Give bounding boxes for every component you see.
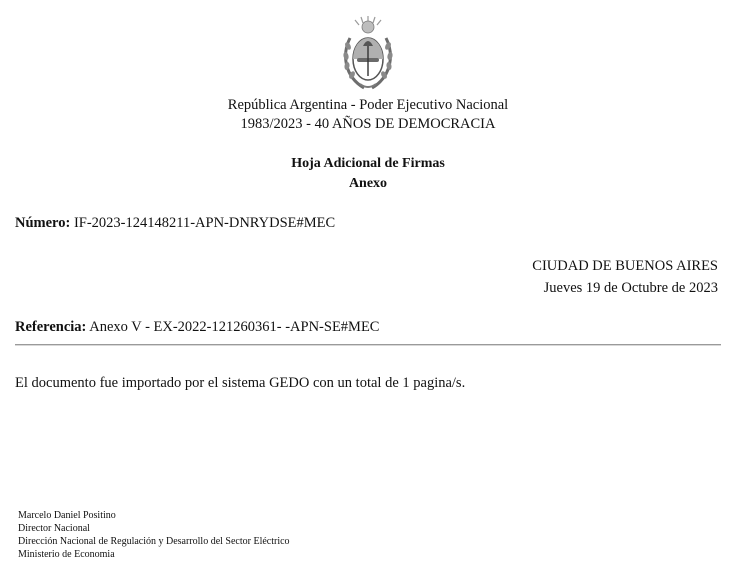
numero-value: IF-2023-124148211-APN-DNRYDSE#MEC [73,215,336,231]
signer-ministry: Ministerio de Economia [18,549,115,560]
date-text: Jueves 19 de Octubre de 2023 [543,280,718,296]
body-text: El documento fue importado por el sistema GEDO con un total de 1 pagina/s. [15,375,466,391]
signer-role: Director Nacional [18,523,90,534]
numero-field [15,214,335,232]
referencia-field [15,318,379,336]
divider [15,344,721,345]
signature-block [18,509,290,561]
referencia-label: Referencia: [15,319,87,335]
document-title: Hoja Adicional de Firmas [291,156,445,171]
coat-of-arms-icon [340,14,396,94]
city-text: CIUDAD DE BUENOS AIRES [532,258,718,274]
document-subtitle: Anexo [348,176,388,191]
signer-office: Dirección Nacional de Regulación y Desarrollo del Sector Eléctrico [18,536,290,547]
referencia-value: Anexo V - EX-2022-121260361- -APN-SE#MEC [89,319,380,335]
header-line-2: 1983/2023 - 40 AÑOS DE DEMOCRACIA [240,116,496,132]
header-line-1: República Argentina - Poder Ejecutivo Nacional [227,97,509,113]
numero-label: Número: [15,215,71,231]
signer-name: Marcelo Daniel Positino [18,510,116,521]
